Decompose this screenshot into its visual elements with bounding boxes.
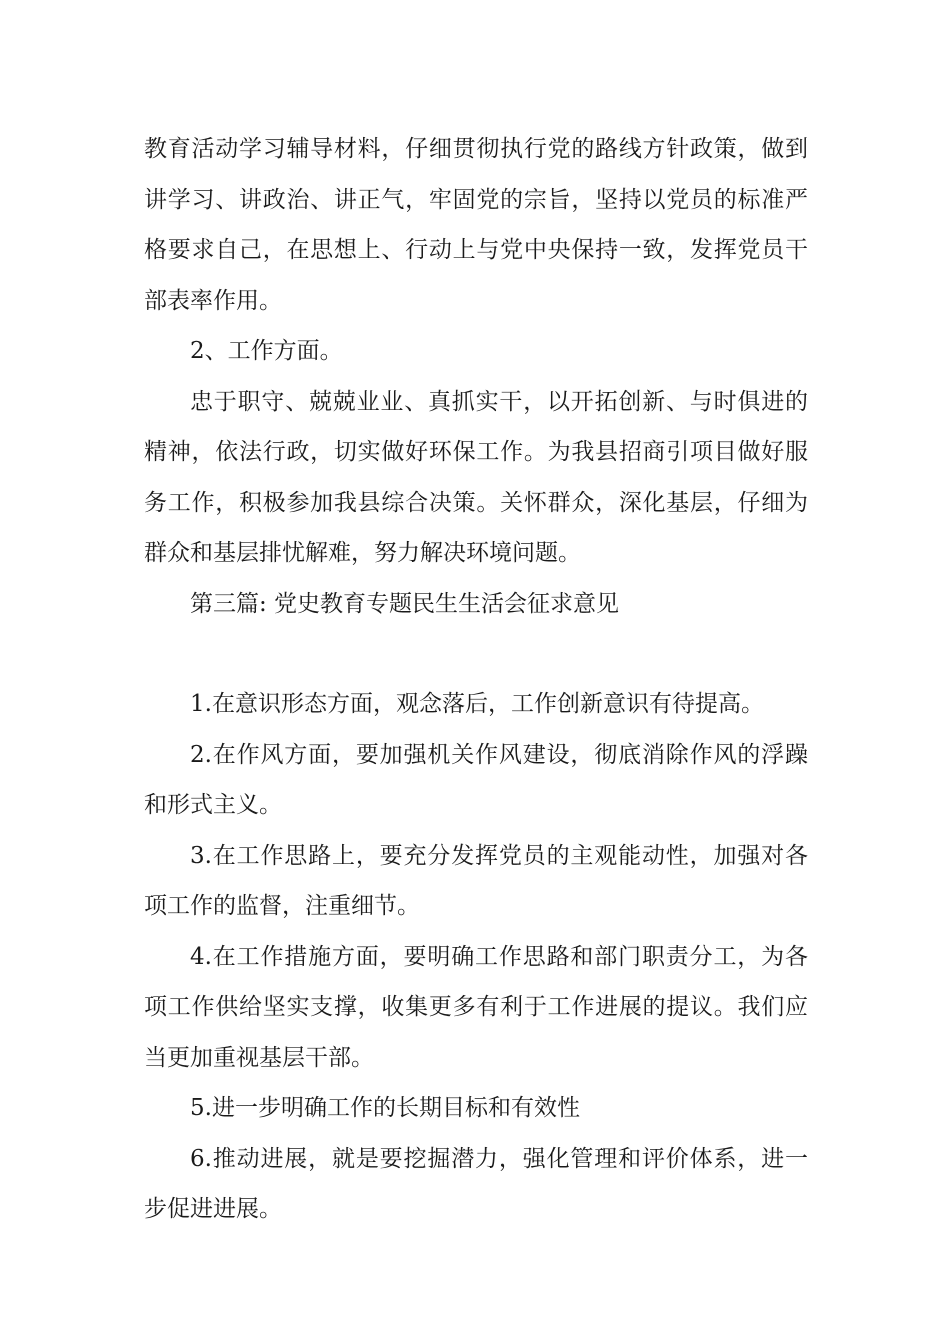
- list-item-1: 1.在意识形态方面，观念落后，工作创新意识有待提高。: [190, 691, 764, 717]
- paragraph-work: 忠于职守、兢兢业业、真抓实干，以开拓创新、与时俱进的精神，依法行政，切实做好环保工作。为我县招商引项目做好服务工作，积极参加我县综合决策。关怀群众，深化基层，仔细为群众和基层排忧解难，努力解决环境问题。: [144, 388, 808, 566]
- blank-line: [144, 629, 808, 679]
- list-item-6: 6.推动进展，就是要挖掘潜力，强化管理和评价体系，进一步促进进展。: [144, 1145, 808, 1222]
- paragraph-continuation: 教育活动学习辅导材料，仔细贯彻执行党的路线方针政策，做到讲学习、讲政治、讲正气，牢固党的宗旨，坚持以党员的标准严格要求自己，在思想上、行动上与党中央保持一致，发挥党员干部表率作用。: [144, 136, 808, 314]
- section-heading-work: 2、工作方面。: [190, 338, 343, 364]
- chapter-title: 第三篇: 党史教育专题民生生活会征求意见: [190, 590, 620, 617]
- list-item-5: 5.进一步明确工作的长期目标和有效性: [190, 1095, 580, 1121]
- document-body: [144, 124, 808, 1235]
- list-item-2: 2.在作风方面，要加强机关作风建设，彻底消除作风的浮躁和形式主义。: [144, 741, 808, 818]
- list-item-4: 4.在工作措施方面，要明确工作思路和部门职责分工，为各项工作供给坚实支撑，收集更多有利于工作进展的提议。我们应当更加重视基层干部。: [144, 943, 808, 1071]
- list-item-3: 3.在工作思路上，要充分发挥党员的主观能动性，加强对各项工作的监督，注重细节。: [144, 842, 808, 919]
